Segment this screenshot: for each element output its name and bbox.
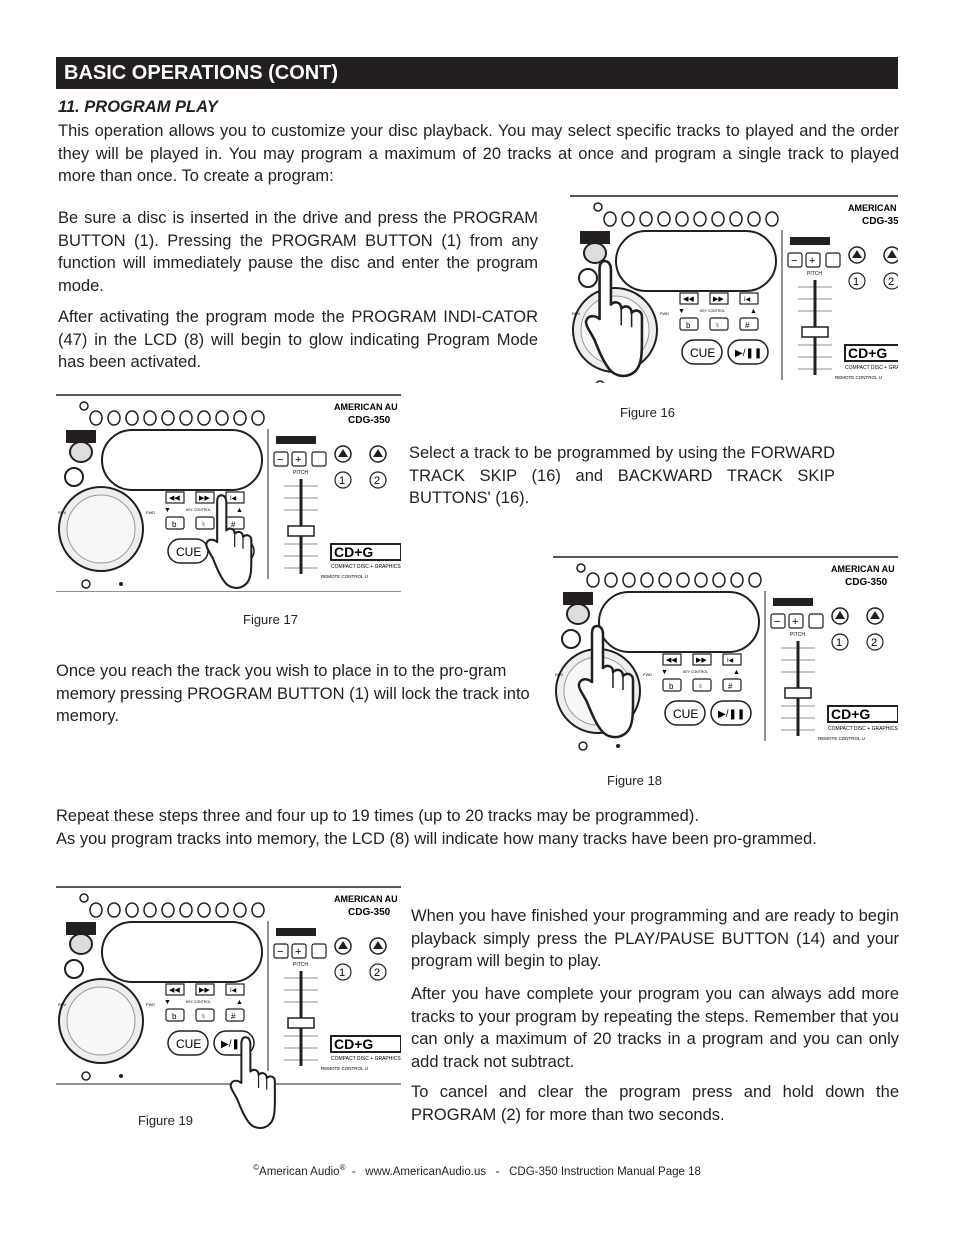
figure-17-image (56, 394, 401, 592)
step5-paragraph-a: Repeat these steps three and four up to 19 times (up to 20 tracks may be programmed). (56, 807, 699, 825)
pointing-hand-icon (222, 1034, 282, 1132)
pointing-hand-icon (582, 257, 644, 381)
figure-19-caption: Figure 19 (138, 1113, 193, 1128)
footer-text: - www.AmericanAudio.us - CDG-350 Instruction Manual Page 18 (345, 1165, 701, 1178)
step3-paragraph: Select a track to be programmed by using the FORWARD TRACK SKIP (16) and BACKWARD TRACK SKIP BUTTONS' (16). (409, 444, 835, 508)
pointing-hand-icon (198, 492, 258, 592)
step6-paragraph: When you have finished your programming and are ready to begin playback simply press the PLAY/PAUSE BUTTON (14) and your program will begin to play. (411, 907, 899, 971)
section-header: BASIC OPERATIONS (CONT) (56, 57, 898, 89)
figure-16-image (570, 195, 898, 383)
intro-paragraph: This operation allows you to customize your disc playback. You may select specific tracks to played and the order they will be played in. You may program a maximum of 20 tracks at once and program a single track to played more than once. To create a program: (58, 122, 899, 186)
footer-company: American Audio (259, 1165, 340, 1178)
registered-symbol: ® (339, 1163, 346, 1172)
step4-paragraph: Once you reach the track you wish to place in to the pro-gram memory pressing PROGRAM BUTTON (1) will lock the track into memory. (56, 662, 530, 726)
figure-18-image (553, 556, 898, 752)
step7-paragraph: After you have complete your program you can always add more tracks to your program by repeating the steps. Remember that you can only a maximum of 20 tracks in a program and you can only add track not subtract. (411, 985, 899, 1071)
pointing-hand-icon (575, 622, 635, 742)
step5-paragraph-b: As you program tracks into memory, the LCD (8) will indicate how many tracks have been pro-grammed. (56, 830, 817, 848)
figure-16-caption: Figure 16 (620, 405, 675, 420)
page-footer (0, 1163, 954, 1178)
copyright-symbol: © (253, 1163, 260, 1172)
step8-paragraph: To cancel and clear the program press and hold down the PROGRAM (2) for more than two seconds. (411, 1083, 899, 1124)
section-title: 11. PROGRAM PLAY (58, 98, 218, 116)
figure-19-image (56, 886, 401, 1132)
figure-18-caption: Figure 18 (607, 773, 662, 788)
step2-paragraph: After activating the program mode the PROGRAM INDI-CATOR (47) in the LCD (8) will begin to glow indicating Program Mode has been activated. (58, 308, 538, 372)
step1-paragraph: Be sure a disc is inserted in the drive and press the PROGRAM BUTTON (1). Pressing the PROGRAM BUTTON (1) from any function will immediately pause the disc and enter the program mode. (58, 209, 538, 295)
figure-17-caption: Figure 17 (243, 612, 298, 627)
